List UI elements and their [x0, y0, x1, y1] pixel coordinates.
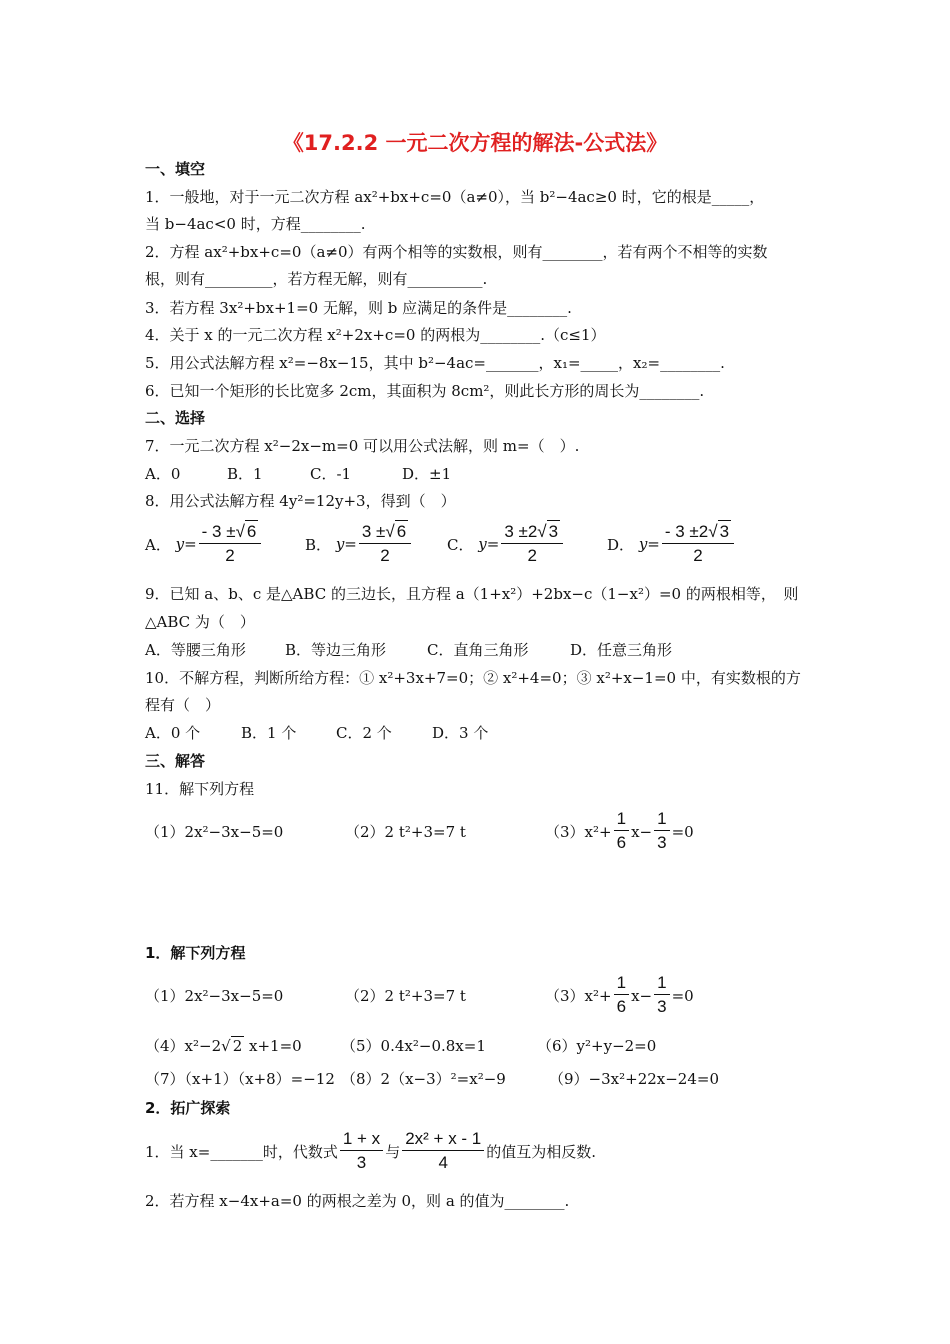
option-c: C．直角三角形 — [427, 641, 529, 659]
fraction: $\frac{1}{3}$ — [654, 972, 669, 1019]
section-explore: 2．拓广探索 — [145, 1099, 231, 1117]
section-solve-equations: 1．解下列方程 — [145, 944, 246, 962]
question-10-options — [145, 722, 488, 743]
fraction: $\frac{1 + x}{3}$ — [340, 1128, 383, 1175]
question-1-line-1: 1．一般地，对于一元二次方程 ax²+bx+c=0（a≠0），当 b²−4ac≥0 时，它的根是_____， — [145, 188, 765, 206]
question-3: 3．若方程 3x²+bx+1=0 无解，则 b 应满足的条件是________. — [145, 299, 572, 317]
equation-1: （1）2x²−3x−5=0 — [145, 823, 284, 841]
question-11: 11．解下列方程 — [145, 780, 255, 798]
question-8-options — [145, 520, 736, 568]
question-10-line-2: 程有（ ） — [145, 696, 221, 714]
question-7: 7．一元二次方程 x²−2x−m=0 可以用公式法解，则 m=（ ）. — [145, 437, 580, 455]
question-2-line-1: 2．方程 ax²+bx+c=0（a≠0）有两个相等的实数根，则有________，若有两个不相等的实数 — [145, 243, 768, 261]
fraction: $\frac{\text{2x² + x - 1}}{4}$ — [402, 1128, 484, 1175]
question-7-options — [145, 463, 451, 484]
equation-6: （6）y²+y−2=0 — [537, 1037, 657, 1055]
part2-equations-row-1 — [145, 972, 694, 1019]
option-d: D．±1 — [402, 465, 452, 483]
question-5: 5．用公式法解方程 x²=−8x−15，其中 b²−4ac=_______，x₁=_____，x₂=________. — [145, 354, 725, 372]
equation-5: （5）0.4x²−0.8x=1 — [341, 1037, 486, 1055]
equation-7: （7）（x+1）（x+8）=−12 — [145, 1070, 335, 1088]
question-6: 6．已知一个矩形的长比宽多 2cm，其面积为 8cm²，则此长方形的周长为________. — [145, 382, 705, 400]
page-title: 《17.2.2 一元二次方程的解法-公式法》 — [282, 131, 668, 155]
equation-8: （8）2（x−3）²=x²−9 — [341, 1070, 506, 1088]
option-d: D． y= $\frac{- 3 \pm 2√ 3}{2}$ — [607, 520, 736, 568]
option-a: A．等腰三角形 — [145, 641, 246, 659]
question-4: 4．关于 x 的一元二次方程 x²+2x+c=0 的两根为________.（c≤1） — [145, 326, 606, 344]
fraction: $\frac{3 \pm√ 6}{2}$ — [359, 520, 411, 568]
fraction: $\frac{1}{6}$ — [614, 808, 629, 855]
explore-question-1: 1．当 x=_______时，代数式 $\frac{1 + x}{3}$ 与 $\frac{\text{2x² + x - 1}}{4}$ 的值互为相反数. — [145, 1128, 596, 1175]
question-2-line-2: 根，则有_________，若方程无解，则有__________. — [145, 270, 488, 288]
option-c: C．2 个 — [336, 724, 392, 742]
section-choice: 二、选择 — [145, 409, 206, 427]
option-b: B．1 个 — [241, 724, 297, 742]
equation-3: （3）x²+ $\frac{1}{6}$ x− $\frac{1}{3}$ =0 — [545, 972, 694, 1019]
option-a: A．0 个 — [145, 724, 201, 742]
question-1-line-2: 当 b−4ac<0 时，方程________. — [145, 215, 366, 233]
fraction: $\frac{- 3 \pm 2√ 3}{2}$ — [662, 520, 734, 568]
option-a: A．0 — [145, 465, 181, 483]
option-a: A． y= $\frac{- 3 \pm√ 6}{2}$ — [145, 520, 305, 568]
question-9-options — [145, 639, 672, 660]
equation-1: （1）2x²−3x−5=0 — [145, 987, 284, 1005]
part2-equations-row-3 — [145, 1068, 719, 1089]
fraction: $\frac{- 3 \pm√ 6}{2}$ — [199, 520, 262, 568]
option-b: B．等边三角形 — [285, 641, 387, 659]
fraction: $\frac{1}{3}$ — [654, 808, 669, 855]
question-10-line-1: 10．不解方程，判断所给方程：① x²+3x+7=0；② x²+4=0；③ x²+x−1=0 中，有实数根的方 — [145, 669, 801, 687]
equation-9: （9）−3x²+22x−24=0 — [549, 1070, 720, 1088]
fraction: $\frac{3 \pm 2√ 3}{2}$ — [501, 520, 563, 568]
option-d: D．3 个 — [432, 724, 489, 742]
option-c: C．-1 — [310, 465, 352, 483]
section-solve: 三、解答 — [145, 752, 206, 770]
explore-question-2: 2．若方程 x−4x+a=0 的两根之差为 0，则 a 的值为________. — [145, 1192, 570, 1210]
question-9-line-1: 9．已知 a、b、c 是△ABC 的三边长，且方程 a（1+x²）+2bx−c（1−x²）=0 的两根相等， 则 — [145, 585, 799, 603]
question-11-equations — [145, 808, 694, 855]
option-c: C． y= $\frac{3 \pm 2√ 3}{2}$ — [447, 520, 607, 568]
equation-2: （2）2 t²+3=7 t — [345, 987, 466, 1005]
question-9-line-2: △ABC 为（ ） — [145, 613, 255, 631]
option-b: B． y= $\frac{3 \pm√ 6}{2}$ — [305, 520, 447, 568]
part2-equations-row-2 — [145, 1035, 656, 1056]
option-d: D．任意三角形 — [570, 641, 673, 659]
equation-2: （2）2 t²+3=7 t — [345, 823, 466, 841]
question-8: 8．用公式法解方程 4y²=12y+3，得到（ ） — [145, 492, 456, 510]
section-fill-in: 一、填空 — [145, 160, 206, 178]
equation-4: （4）x²−2√ 2 x+1=0 — [145, 1037, 302, 1055]
fraction: $\frac{1}{6}$ — [614, 972, 629, 1019]
option-b: B．1 — [227, 465, 263, 483]
equation-3: （3）x²+ $\frac{1}{6}$ x− $\frac{1}{3}$ =0 — [545, 808, 694, 855]
